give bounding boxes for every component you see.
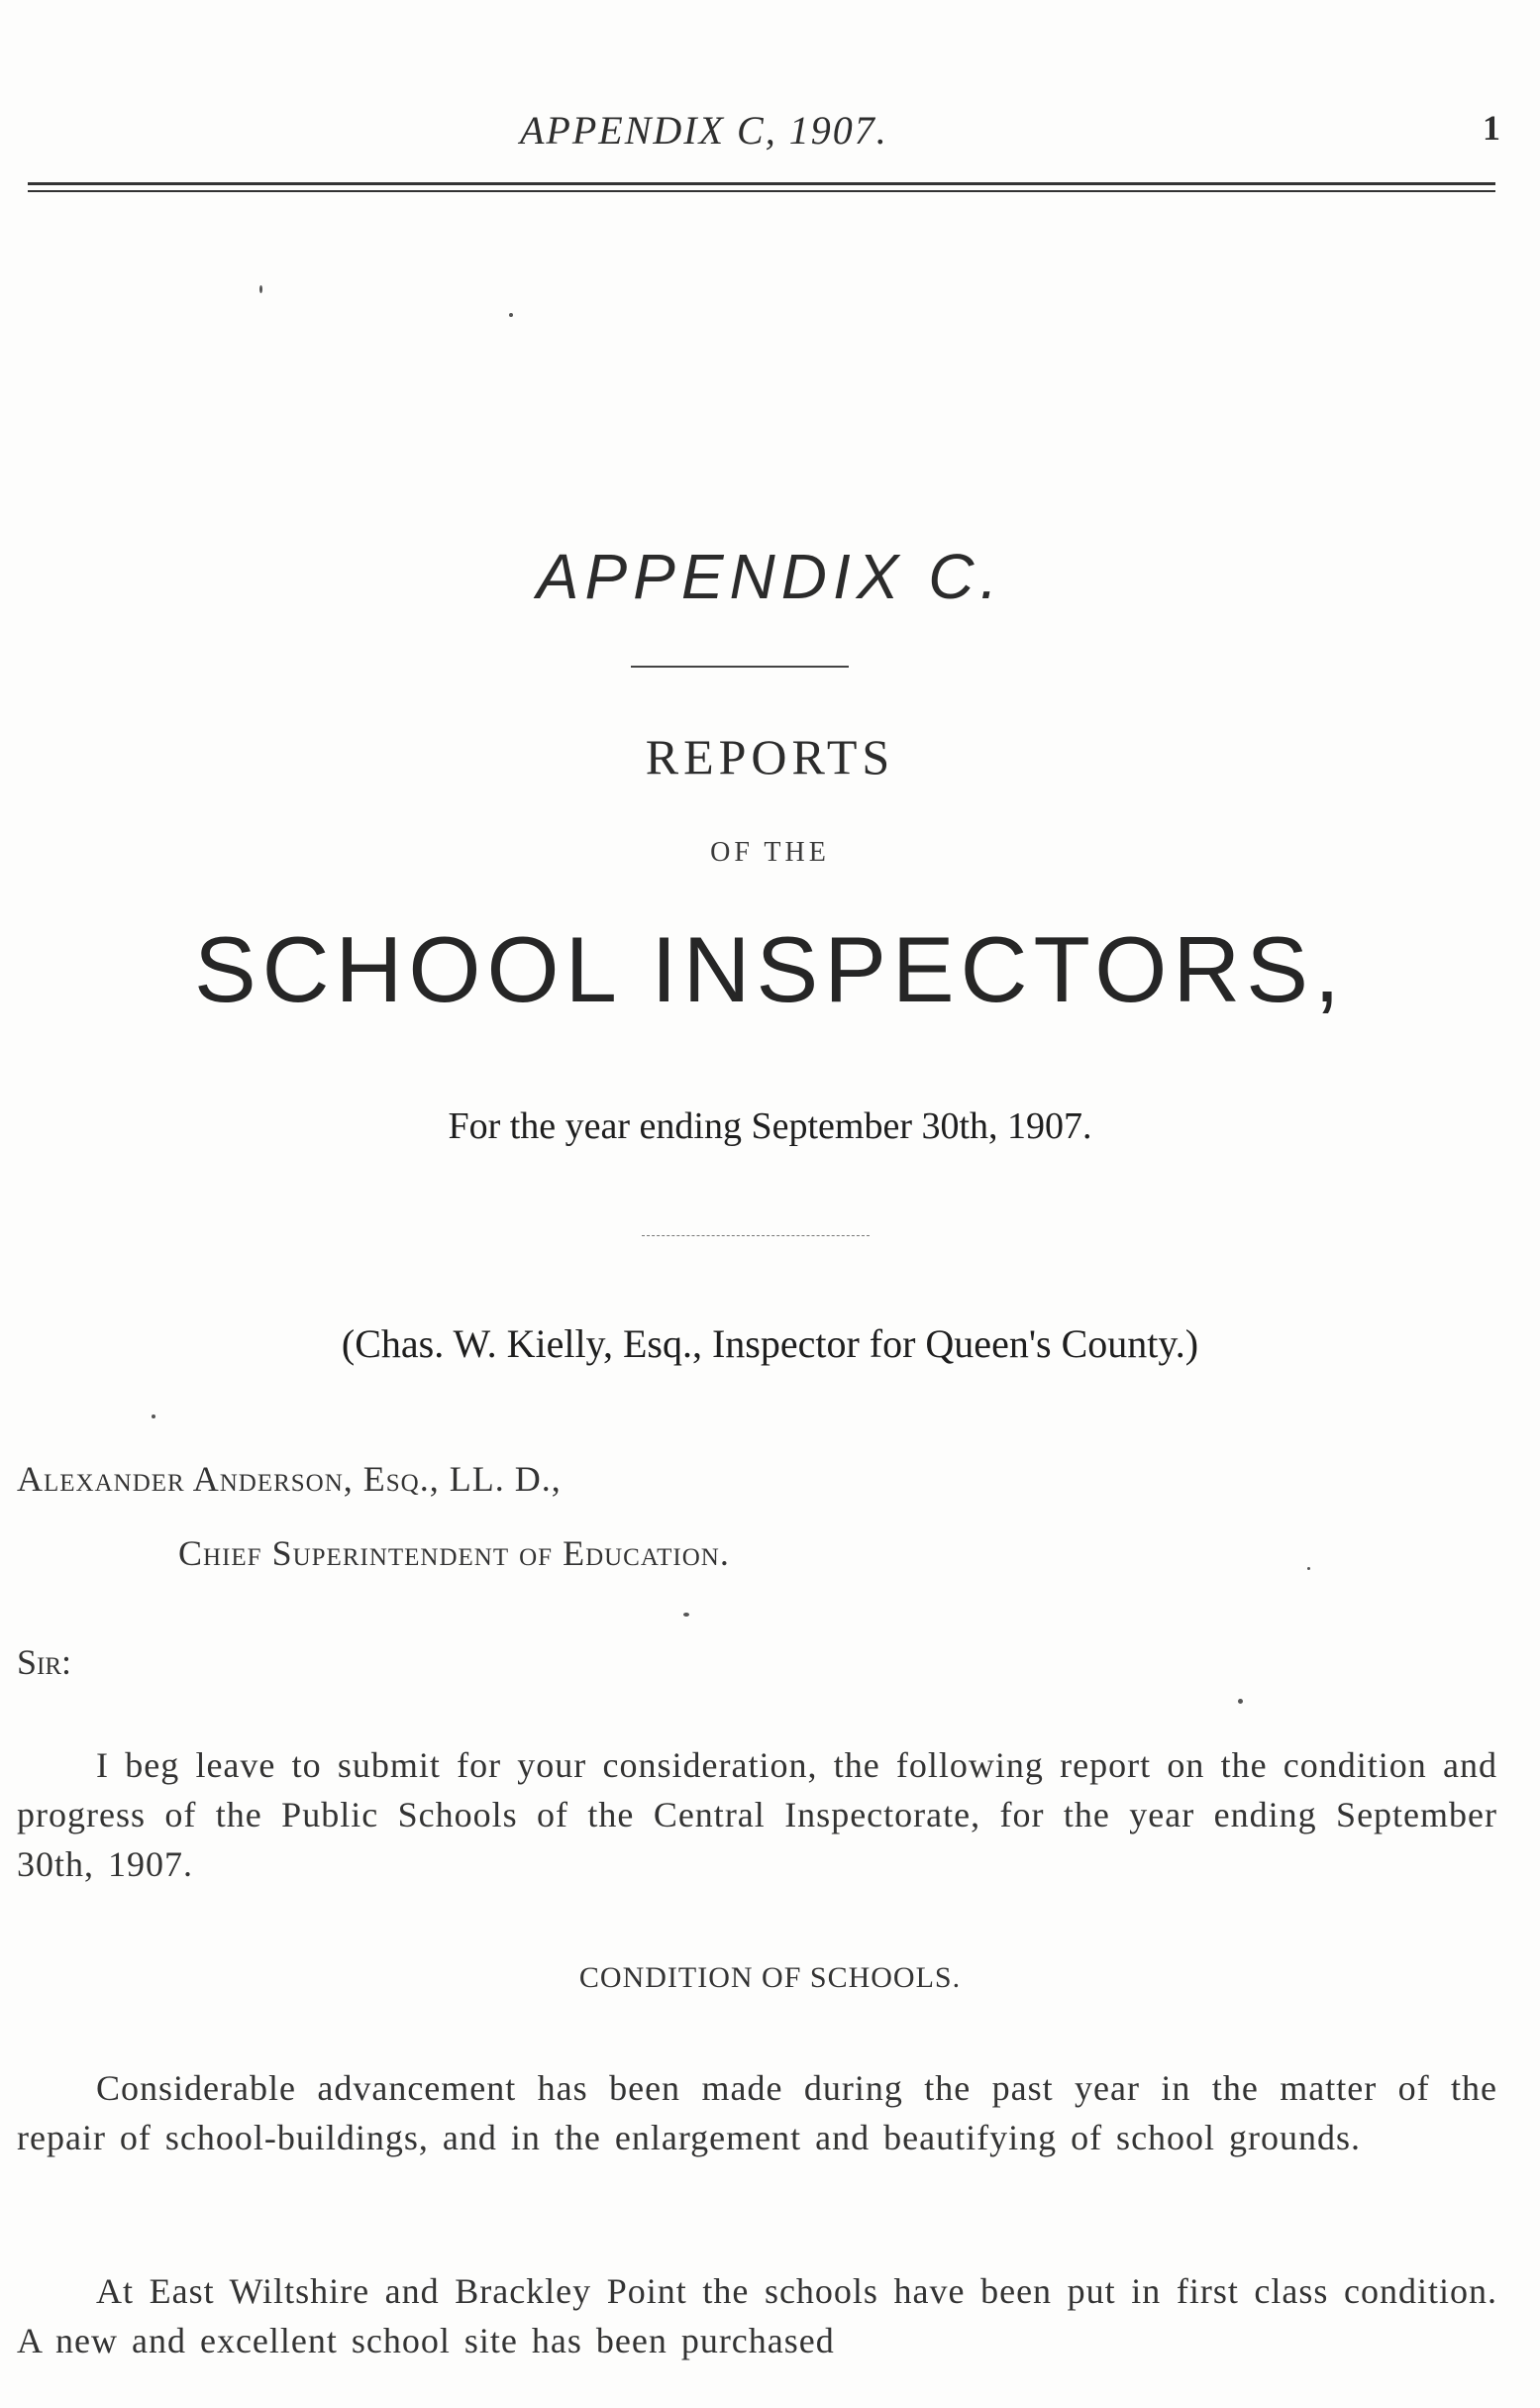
title-divider [631,666,849,668]
header-rule-top [28,182,1495,185]
paragraph-1-text: I beg leave to submit for your consideration, the following report on the condition and progress of the Public Schools of the Central Inspectorate, for the year ending September 30th, 1907. [17,1745,1497,1884]
print-speck [152,1414,155,1418]
paragraph-3-text: At East Wiltshire and Brackley Point the schools have been put in first class condition. A new and excellent school site has been purchased [17,2271,1497,2360]
page-number: 1 [1483,108,1500,148]
paragraph-3 [17,2266,1497,2365]
main-title: SCHOOL INSPECTORS, [193,917,1347,1021]
paragraph-1 [17,1740,1497,1889]
addressee-name: Alexander Anderson, Esq., LL. D., [17,1459,562,1499]
header-rule-bottom [28,190,1495,192]
running-head-title: APPENDIX C, 1907. [520,108,888,153]
appendix-title: APPENDIX C. [536,541,1004,612]
print-speck [509,313,513,317]
subtitle-divider [642,1235,870,1236]
of-the-heading: OF THE [710,837,830,868]
print-speck [1238,1699,1243,1704]
paragraph-2 [17,2063,1497,2162]
reports-heading: REPORTS [645,729,895,785]
salutation: Sir: [17,1642,72,1682]
print-speck [259,285,262,293]
running-head [0,107,1540,166]
inspector-line: (Chas. W. Kielly, Esq., Inspector for Queen's County.) [341,1321,1199,1366]
paragraph-2-text: Considerable advancement has been made during the past year in the matter of the repair of school-buildings, and in the enlargement and beautifying of school grounds. [17,2068,1497,2157]
addressee-title: Chief Superintendent of Education. [178,1533,730,1573]
print-speck [683,1613,689,1617]
section-heading: CONDITION OF SCHOOLS. [578,1961,962,1994]
print-speck [1307,1567,1310,1570]
year-ending-subtitle: For the year ending September 30th, 1907. [448,1105,1092,1147]
